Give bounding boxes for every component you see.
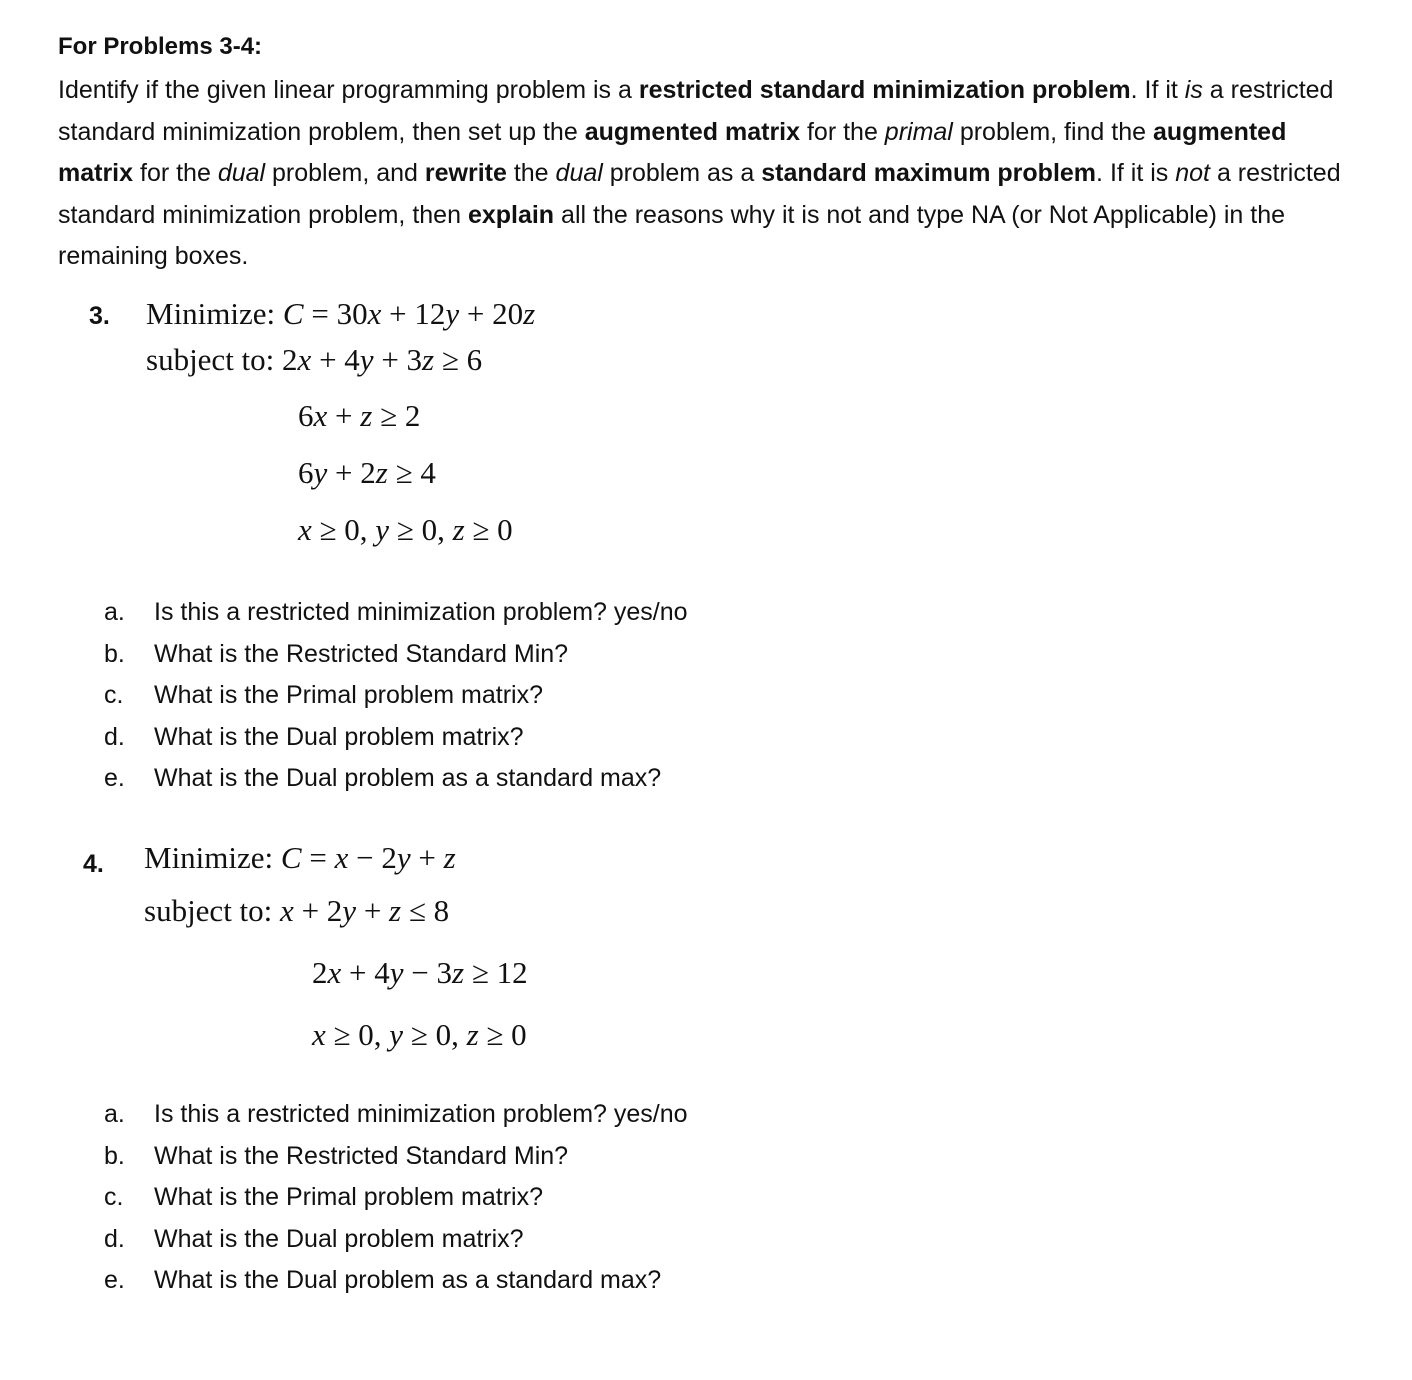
intro-run: Identify if the given linear programming problem is a xyxy=(58,76,639,104)
intro-run: dual xyxy=(217,159,266,187)
question-a: a. Is this a restricted minimization problem? yes/no xyxy=(104,598,688,626)
question-e: e. What is the Dual problem as a standard max? xyxy=(104,764,662,792)
constraint-expression: x ≥ 0, y ≥ 0, z ≥ 0 xyxy=(312,1017,527,1052)
intro-run: . If it xyxy=(1130,76,1185,104)
constraint-expression: x + 2y + z ≤ 8 xyxy=(280,893,450,928)
intro-run: standard maximum problem xyxy=(761,159,1097,187)
intro-run: explain xyxy=(467,200,555,229)
problem-3-constraint-2 xyxy=(298,396,420,436)
intro-run: augmented matrix xyxy=(584,117,801,146)
constraint-expression: 6y + 2z ≥ 4 xyxy=(298,455,436,490)
question-c: c. What is the Primal problem matrix? xyxy=(104,681,544,709)
intro-run: for the xyxy=(800,117,885,146)
intro-run: . If it is xyxy=(1096,159,1176,187)
problem-3-objective xyxy=(146,294,535,334)
problem-4-number: 4. xyxy=(83,850,104,878)
intro-run: rewrite xyxy=(424,159,507,187)
intro-run: problem, find the xyxy=(952,117,1153,146)
instructions-paragraph xyxy=(58,70,1348,278)
intro-run: a restricted standard minimization problem, then set up the xyxy=(58,76,1334,146)
question-d: d. What is the Dual problem matrix? xyxy=(104,1224,524,1253)
subject-label: subject to: xyxy=(146,342,283,377)
question-e: e. What is the Dual problem as a standard max? xyxy=(104,1266,662,1294)
subject-label: subject to: xyxy=(144,893,281,928)
intro-run: primal xyxy=(884,117,953,146)
problem-3-constraint-1 xyxy=(146,340,482,380)
question-b: b. What is the Restricted Standard Min? xyxy=(104,639,569,668)
intro-run: not xyxy=(1175,159,1210,187)
problem-3-constraint-3 xyxy=(298,453,436,493)
question-b: b. What is the Restricted Standard Min? xyxy=(104,1141,569,1170)
problem-4-objective xyxy=(144,838,456,878)
intro-run: problem as a xyxy=(602,159,762,187)
intro-run: all the reasons why it is not and type NA (or Not Applicable) in the remaining boxes. xyxy=(58,200,1286,270)
problem-4-questions xyxy=(104,1094,688,1302)
constraint-expression: 2x + 4y − 3z ≥ 12 xyxy=(312,955,528,990)
problem-3-number: 3. xyxy=(89,302,110,330)
intro-run: dual xyxy=(555,159,603,187)
objective-expression: C = 30x + 12y + 20z xyxy=(282,296,536,331)
constraint-expression: x ≥ 0, y ≥ 0, z ≥ 0 xyxy=(298,512,513,547)
intro-run: restricted standard minimization problem xyxy=(638,76,1131,104)
intro-run: augmented matrix xyxy=(58,117,1287,187)
intro-run: problem, and xyxy=(265,159,425,187)
intro-run: for the xyxy=(133,159,218,187)
problem-4-nonnegativity xyxy=(312,1015,527,1055)
objective-expression: C = x − 2y + z xyxy=(280,840,456,875)
constraint-expression: 2x + 4y + 3z ≥ 6 xyxy=(282,342,483,377)
question-c: c. What is the Primal problem matrix? xyxy=(104,1183,544,1211)
problem-4-constraint-2 xyxy=(312,953,528,993)
question-d: d. What is the Dual problem matrix? xyxy=(104,722,524,751)
intro-run: is xyxy=(1184,76,1203,104)
problem-3-nonnegativity xyxy=(298,510,513,550)
constraint-expression: 6x + z ≥ 2 xyxy=(298,398,421,433)
intro-run: a restricted standard minimization problem, then xyxy=(58,159,1341,229)
objective-label: Minimize: xyxy=(144,840,281,875)
objective-label: Minimize: xyxy=(146,296,283,331)
question-a: a. Is this a restricted minimization problem? yes/no xyxy=(104,1100,688,1128)
section-heading: For Problems 3-4: xyxy=(58,33,263,60)
problem-3-questions xyxy=(104,592,688,800)
intro-run: the xyxy=(506,159,556,187)
problem-4-constraint-1 xyxy=(144,891,449,931)
